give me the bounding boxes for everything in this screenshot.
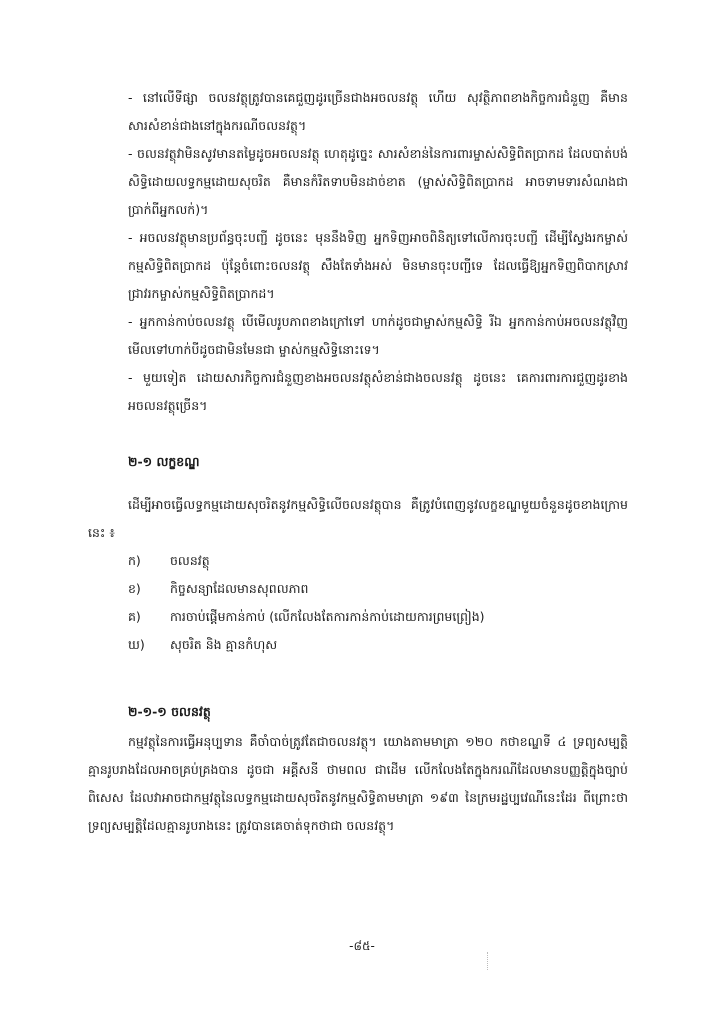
bullet-paragraph-1: - នៅលើទីផ្សា ចលនវត្ថុត្រូវបានគេជួញដូរច្រើនជាងអចលនវត្ថុ ហើយ សុវត្ថិភាពខាងកិច្ចការជំនួញ គឺមានសារសំខាន់ជាងនៅក្នុងករណីចលនវត្ថុ។ [128,90,628,133]
list-item [128,547,485,575]
list-marker: ឃ) [128,637,145,652]
final-paragraph: កម្មវត្ថុនៃការធ្វើអនុប្បទាន គឺចាំបាច់ត្រូវតែជាចលនវត្ថុ។ យោងតាមមាត្រា ១២០ កថាខណ្ឌទី ៤ ទ្រព្យសម្បត្តិគ្មានរូបរាងដែលអាចគ្រប់គ្រងបាន ដូចជា អគ្គីសនី ថាមពល ជាដើម លើកលែងតែក្នុងករណីដែលមានបញ្ញត្តិក្នុងច្បាប់ពិសេស ដែលវាអាចជាកម្មវត្ថុនៃលទ្ធកម្មដោយសុចរិតនូវកម្មសិទ្ធិតាមមាត្រា ១៩៣ នៃក្រមរដ្ឋប្បវេណីនេះដែរ ពីព្រោះថា ទ្រព្យសម្បត្តិដែលគ្មានរូបរាងនេះ ត្រូវបានគេចាត់ទុកថាជា ចលនវត្ថុ។ [88,734,628,833]
list-text: ចលនវត្ថុ [170,553,210,568]
list-item [128,575,485,603]
bullet-paragraph-2: - ចលនវត្ថុវាមិនសូវមានតម្លៃដូចអចលនវត្ថុ ហេតុដូច្នេះ សារសំខាន់នៃការពារម្ចាស់សិទ្ធិពិតប្រាកដ ដែលបាត់បង់សិទ្ធិដោយលទ្ធកម្មដោយសុចរិត គឺមានកំរិតទាបមិនដាច់ខាត (ម្ចាស់សិទ្ធិពិតប្រាកដ អាចទាមទារសំណងជាប្រាក់ពីអ្នកលក់)។ [128,146,628,217]
list-item [128,603,485,631]
scan-mark [487,952,492,970]
section-heading: ២-១ លក្ខខណ្ឌ [128,454,200,469]
list-marker: ខ) [128,581,141,596]
list-marker: គ) [128,609,141,624]
bullet-paragraph-5: - មួយទៀត ដោយសារកិច្ចការជំនួញខាងអចលនវត្ថុសំខាន់ជាងចលនវត្ថុ ដូចនេះ គេការពារការជួញដូរខាងអចលនវត្ថុច្រើន។ [128,370,628,413]
page-number: -៨៥- [349,939,375,953]
bullet-paragraph-4: - អ្នកកាន់កាប់ចលនវត្ថុ បើមើលរូបភាពខាងក្រៅទៅ ហាក់ដូចជាម្ចាស់កម្មសិទ្ធិ រីឯ អ្នកកាន់កាប់អចលនវត្ថុវិញ មើលទៅហាក់បីដូចជាមិនមែនជា ម្ចាស់កម្មសិទ្ធិនោះទេ។ [128,314,628,357]
list-text: ការចាប់ផ្តើមកាន់កាប់ (លើកលែងតែការកាន់កាប់ដោយការព្រមព្រៀង) [170,609,485,624]
subsection-heading: ២-១-១ ចលនវត្ថុ [128,704,211,719]
list-text: កិច្ចសន្យាដែលមានសុពលភាព [170,581,309,596]
list-item [128,631,485,659]
bullet-paragraph-3: - អចលនវត្ថុមានប្រព័ន្ធចុះបញ្ជី ដូចនេះ មុននឹងទិញ អ្នកទិញអាចពិនិត្យទៅលើការចុះបញ្ជី ដើម្បីស្វែងរកម្ចាស់កម្មសិទ្ធិពិតប្រាកដ ប៉ុន្តែចំពោះចលនវត្ថុ សឹងតែទាំងអស់ មិនមានចុះបញ្ជីទេ ដែលធ្វើឱ្យអ្នកទិញពិបាកស្រាវជ្រាវរកម្ចាស់កម្មសិទ្ធិពិតប្រាកដ។ [128,230,628,301]
list-text: សុចរិត និង គ្មានកំហុស [170,637,278,652]
conditions-list [128,547,485,659]
list-marker: ក) [128,553,141,568]
section-intro: ដើម្បីអាចធ្វើលទ្ធកម្មដោយសុចរិតនូវកម្មសិទ្ធិលើចលនវត្ថុបាន គឺត្រូវបំពេញនូវលក្ខខណ្ឌមួយចំនួនដូចខាងក្រោមនេះ ៖ [88,497,628,540]
